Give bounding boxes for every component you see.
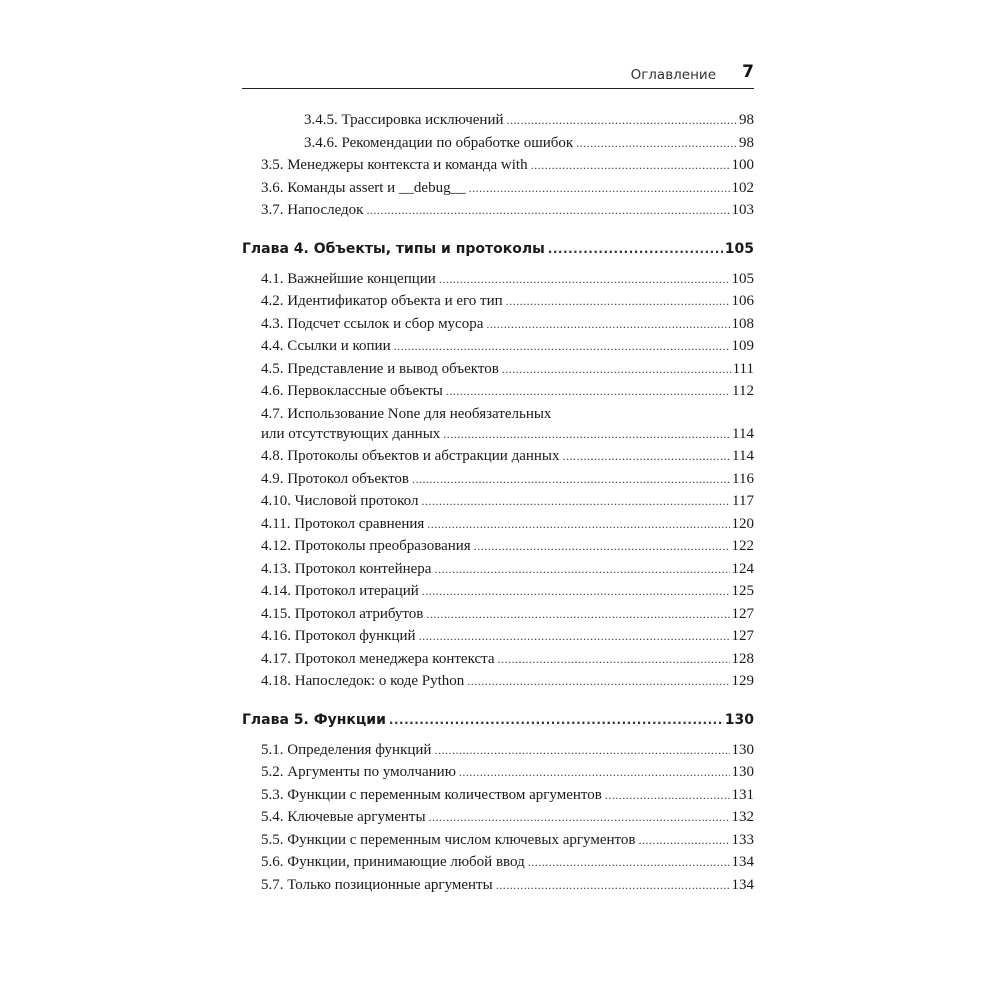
toc-entry-title: 5.1. Определения функций xyxy=(261,741,432,758)
toc-entry-page: 127 xyxy=(731,605,754,622)
leader-dots xyxy=(421,494,730,509)
toc-entry[interactable] xyxy=(242,493,754,516)
leader-dots xyxy=(439,272,730,287)
leader-dots xyxy=(531,158,730,173)
toc-entry-title: 5.4. Ключевые аргументы xyxy=(261,809,426,825)
toc-entry[interactable] xyxy=(242,180,754,203)
toc-entry-page: 98 xyxy=(739,134,754,151)
leader-dots xyxy=(446,384,730,399)
toc-entry[interactable] xyxy=(242,135,754,158)
leader-dots xyxy=(507,113,737,128)
chapter-heading[interactable] xyxy=(242,241,754,265)
toc-entry[interactable] xyxy=(242,157,754,180)
toc-entry-title: 4.4. Ссылки и копии xyxy=(261,338,391,354)
toc-entry-page: 125 xyxy=(731,583,754,599)
leader-dots xyxy=(366,203,729,218)
toc-entry-title: 3.4.6. Рекомендации по обработке ошибок xyxy=(304,134,574,151)
leader-dots xyxy=(563,449,731,464)
toc-entry-title: 4.6. Первоклассные объекты xyxy=(261,383,443,399)
toc-entry-title: 4.1. Важнейшие концепции xyxy=(261,270,436,287)
toc-entry-page: 133 xyxy=(731,831,754,848)
chapter-page: 130 xyxy=(724,711,754,728)
toc-entry-page: 116 xyxy=(732,470,754,487)
toc-entry-page: 114 xyxy=(732,425,754,442)
leader-dots xyxy=(434,562,729,577)
leader-dots xyxy=(434,743,729,758)
toc-entry-page: 100 xyxy=(731,157,754,173)
toc-entry[interactable] xyxy=(242,561,754,584)
leader-dots xyxy=(548,242,723,256)
toc-entry[interactable] xyxy=(242,383,754,406)
toc-entry[interactable] xyxy=(242,516,754,539)
toc-entry-page: 134 xyxy=(731,854,754,870)
toc-entry-title: 4.16. Протокол функций xyxy=(261,628,416,644)
toc-entry[interactable] xyxy=(242,628,754,651)
toc-entry[interactable] xyxy=(242,202,754,225)
leader-dots xyxy=(638,833,729,848)
toc-entry-title: 5.2. Аргументы по умолчанию xyxy=(261,764,456,780)
leader-dots xyxy=(486,317,729,332)
toc-entry-page: 106 xyxy=(731,293,754,309)
toc-entry[interactable] xyxy=(242,832,754,855)
toc-entry-page: 132 xyxy=(731,809,754,825)
leader-dots xyxy=(576,136,737,151)
toc-entry-title: 5.7. Только позиционные аргументы xyxy=(261,876,493,893)
toc-entry-page: 122 xyxy=(731,538,754,554)
leader-dots xyxy=(498,652,730,667)
toc-entry-page: 124 xyxy=(731,560,754,577)
leader-dots xyxy=(419,629,730,644)
toc-entry-title: 4.17. Протокол менеджера контекста xyxy=(261,650,495,667)
toc-entry[interactable] xyxy=(242,673,754,696)
toc-entry[interactable] xyxy=(242,293,754,316)
leader-dots xyxy=(426,607,729,622)
toc-entry-page: 112 xyxy=(732,383,754,399)
table-of-contents xyxy=(242,112,754,899)
toc-entry[interactable] xyxy=(242,448,754,471)
toc-entry[interactable] xyxy=(242,764,754,787)
leader-dots xyxy=(389,713,723,727)
toc-entry-title: 4.15. Протокол атрибутов xyxy=(261,605,424,622)
header-title: Оглавление xyxy=(630,67,716,83)
toc-entry-page: 98 xyxy=(739,112,754,128)
toc-entry-page: 102 xyxy=(731,179,754,196)
leader-dots xyxy=(459,765,730,780)
toc-entry-title: 4.10. Числовой протокол xyxy=(261,493,419,509)
toc-entry[interactable] xyxy=(242,361,754,384)
header-page-number: 7 xyxy=(742,62,754,82)
toc-entry[interactable] xyxy=(242,742,754,765)
toc-entry-page: 129 xyxy=(731,673,754,689)
toc-entry-title: 4.11. Протокол сравнения xyxy=(261,515,425,532)
toc-entry-title: 4.13. Протокол контейнера xyxy=(261,560,432,577)
toc-entry-title: 4.2. Идентификатор объекта и его тип xyxy=(261,293,503,309)
toc-entry-title: 4.12. Протоколы преобразования xyxy=(261,538,471,554)
toc-entry[interactable] xyxy=(242,316,754,339)
toc-entry-title: 5.3. Функции с переменным количеством аргументов xyxy=(261,786,602,803)
toc-entry-page: 108 xyxy=(731,315,754,332)
toc-entry-page: 111 xyxy=(732,360,754,377)
toc-entry-page: 114 xyxy=(732,448,754,464)
toc-entry-page: 130 xyxy=(731,741,754,758)
toc-entry-title: 4.8. Протоколы объектов и абстракции данных xyxy=(261,448,560,464)
toc-entry-title: 4.9. Протокол объектов xyxy=(261,470,410,487)
running-header xyxy=(242,60,754,89)
leader-dots xyxy=(412,472,730,487)
toc-entry-page: 134 xyxy=(731,876,754,893)
toc-entry-page: 109 xyxy=(731,338,754,354)
toc-entry-title: 5.5. Функции с переменным числом ключевых аргументов xyxy=(261,831,636,848)
toc-entry[interactable] xyxy=(242,538,754,561)
toc-entry-title: 4.7. Использование None для необязательных xyxy=(261,405,552,422)
toc-entry-page: 103 xyxy=(731,202,754,218)
toc-entry-title-continued: или отсутствующих данных xyxy=(261,425,441,442)
leader-dots xyxy=(474,539,730,554)
toc-entry-page: 120 xyxy=(731,515,754,532)
toc-entry-title: 4.3. Подсчет ссылок и сбор мусора xyxy=(261,315,484,332)
toc-entry[interactable] xyxy=(242,583,754,606)
toc-entry-title: 4.14. Протокол итераций xyxy=(261,583,419,599)
chapter-title: Глава 4. Объекты, типы и протоколы xyxy=(242,240,545,257)
toc-entry[interactable] xyxy=(242,338,754,361)
leader-dots xyxy=(496,878,730,893)
toc-entry[interactable] xyxy=(242,606,754,629)
toc-entry-page: 131 xyxy=(731,786,754,803)
toc-entry[interactable] xyxy=(242,271,754,294)
leader-dots xyxy=(605,788,730,803)
leader-dots xyxy=(467,674,729,689)
toc-entry[interactable] xyxy=(242,809,754,832)
toc-entry-page: 128 xyxy=(731,650,754,667)
toc-entry-title: 4.5. Представление и вывод объектов xyxy=(261,360,499,377)
toc-entry-page: 105 xyxy=(731,270,754,287)
leader-dots xyxy=(443,427,730,442)
leader-dots xyxy=(506,294,730,309)
toc-entry[interactable] xyxy=(242,406,754,449)
toc-entry[interactable] xyxy=(242,877,754,900)
toc-entry-title: 5.6. Функции, принимающие любой ввод xyxy=(261,854,525,870)
toc-entry[interactable] xyxy=(242,471,754,494)
leader-dots xyxy=(528,855,730,870)
leader-dots xyxy=(469,181,730,196)
toc-entry-page: 127 xyxy=(731,628,754,644)
toc-entry-title: 3.5. Менеджеры контекста и команда with xyxy=(261,157,528,173)
toc-entry[interactable] xyxy=(242,112,754,135)
chapter-page: 105 xyxy=(724,240,754,257)
toc-entry[interactable] xyxy=(242,787,754,810)
leader-dots xyxy=(394,339,730,354)
leader-dots xyxy=(429,810,730,825)
leader-dots xyxy=(502,362,731,377)
toc-entry-page: 117 xyxy=(732,493,754,509)
toc-entry-title: 3.7. Напоследок xyxy=(261,202,364,218)
toc-entry-page: 130 xyxy=(731,764,754,780)
chapter-title: Глава 5. Функции xyxy=(242,711,386,728)
leader-dots xyxy=(422,584,730,599)
toc-entry[interactable] xyxy=(242,651,754,674)
leader-dots xyxy=(427,517,729,532)
toc-entry[interactable] xyxy=(242,854,754,877)
toc-entry-title: 3.6. Команды assert и __debug__ xyxy=(261,179,466,196)
toc-entry-title: 3.4.5. Трассировка исключений xyxy=(304,112,504,128)
toc-entry-title: 4.18. Напоследок: о коде Python xyxy=(261,673,465,689)
chapter-heading[interactable] xyxy=(242,712,754,736)
